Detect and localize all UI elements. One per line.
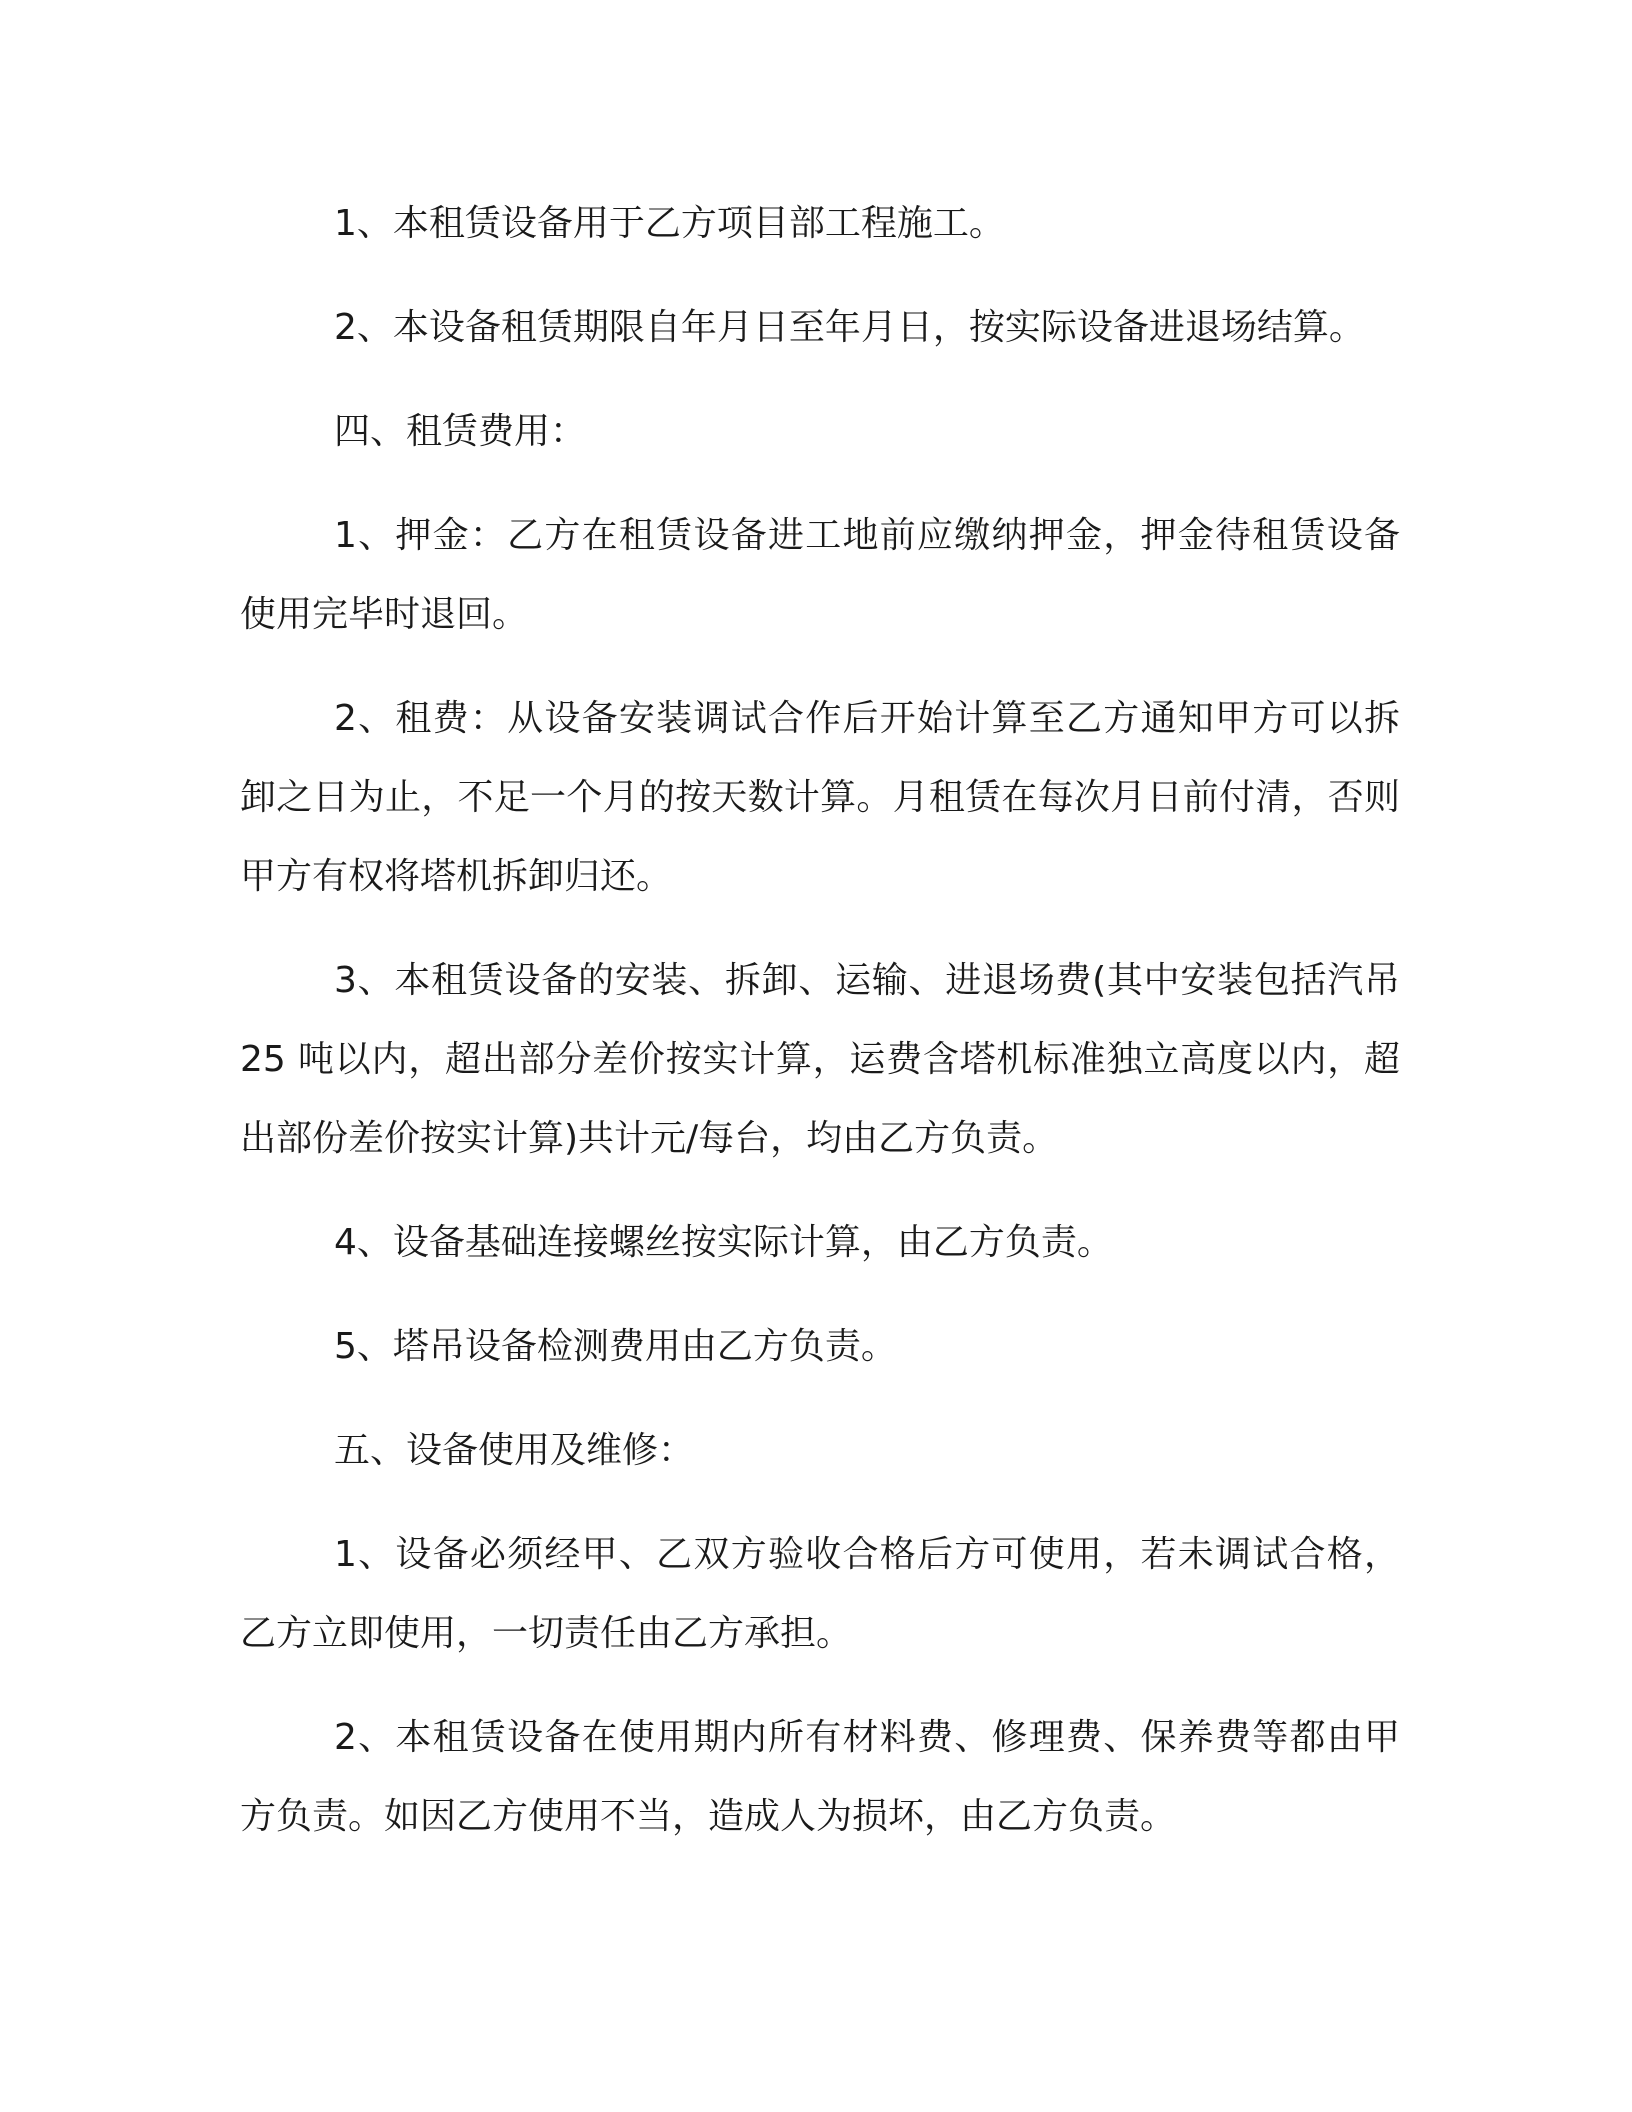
paragraph-inspection-fees: 5、塔吊设备检测费用由乙方负责。 [334,1326,897,1367]
document-body [240,184,1400,1881]
paragraph-acceptance: 1、设备必须经甲、乙双方验收合格后方可使用，若未调试合格，乙方立即使用，一切责任由乙方承担。 [240,1534,1400,1654]
section-heading-use-maintenance: 五、设备使用及维修： [334,1430,695,1471]
paragraph-foundation-bolts: 4、设备基础连接螺丝按实际计算，由乙方负责。 [334,1222,1113,1263]
paragraph-rent: 2、租费：从设备安装调试合作后开始计算至乙方通知甲方可以拆卸之日为止，不足一个月的按天数计算。月租赁在每次月日前付清，否则甲方有权将塔机拆卸归还。 [240,698,1400,897]
paragraph-lease-purpose: 1、本租赁设备用于乙方项目部工程施工。 [334,203,1005,244]
section-heading-fees: 四、租赁费用： [334,411,587,452]
paragraph-deposit: 1、押金：乙方在租赁设备进工地前应缴纳押金，押金待租赁设备使用完毕时退回。 [240,515,1400,635]
paragraph-lease-term: 2、本设备租赁期限自年月日至年月日，按实际设备进退场结算。 [334,307,1365,348]
paragraph-install-transport-fees: 3、本租赁设备的安装、拆卸、运输、进退场费(其中安装包括汽吊 25 吨以内，超出部分差价按实计算，运费含塔机标准独立高度以内，超出部份差价按实计算)共计元/每台，均由乙方负责。 [240,960,1400,1159]
paragraph-maintenance-costs: 2、本租赁设备在使用期内所有材料费、修理费、保养费等都由甲方负责。如因乙方使用不当，造成人为损坏，由乙方负责。 [240,1717,1400,1837]
